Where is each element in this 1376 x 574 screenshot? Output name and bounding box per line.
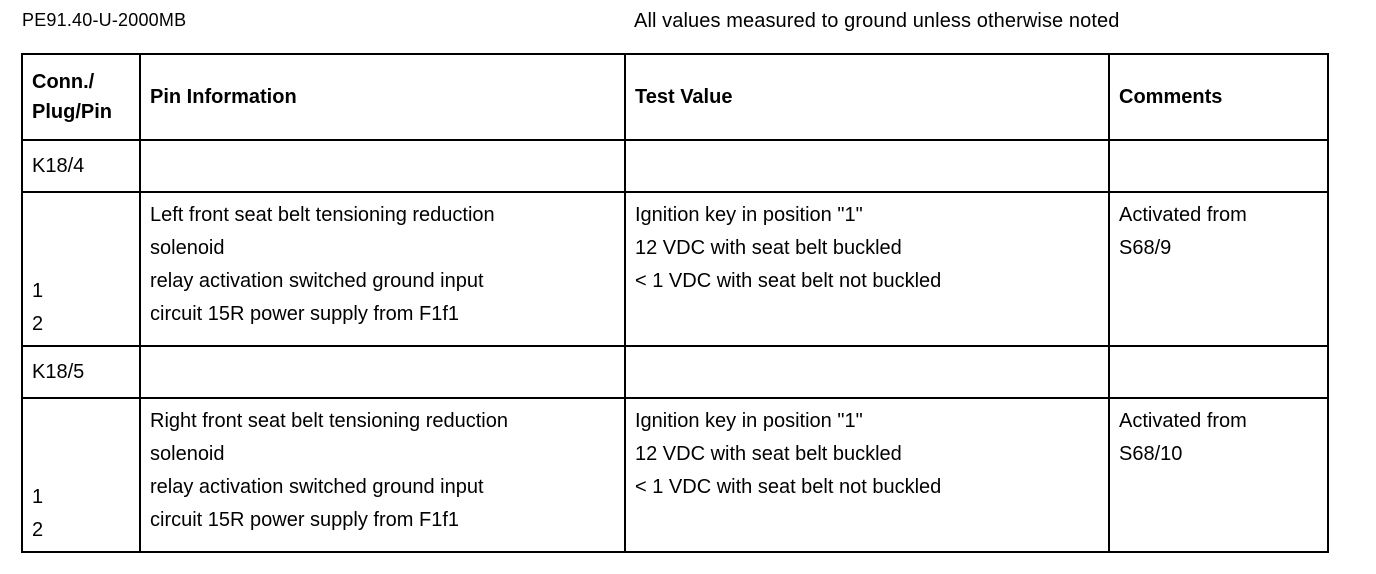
test-value-line: < 1 VDC with seat belt not buckled	[635, 270, 942, 292]
pin-numbers-cell	[22, 192, 140, 346]
table-header-row	[22, 54, 1328, 140]
pin-test-table	[21, 53, 1329, 553]
document-code: PE91.40-U-2000MB	[22, 10, 187, 30]
pin-info-line: relay activation switched ground input	[150, 476, 484, 498]
component-row	[22, 140, 1328, 192]
empty-cell	[140, 140, 625, 192]
pin-info-line: solenoid	[150, 443, 225, 465]
comment-line: Activated from	[1119, 204, 1247, 226]
measurement-note: All values measured to ground unless otherwise noted	[634, 10, 1120, 32]
column-header-pin-info: Pin Information	[140, 54, 625, 140]
test-value-line: 12 VDC with seat belt buckled	[635, 443, 902, 465]
pin-detail-row	[22, 398, 1328, 552]
pin-number: 2	[32, 519, 44, 541]
pin-info-line: solenoid	[150, 237, 225, 259]
component-label: K18/4	[22, 140, 140, 192]
comment-line: S68/10	[1119, 443, 1183, 465]
pin-info-line: Right front seat belt tensioning reduction	[150, 410, 508, 432]
column-header-conn-line2: Plug/Pin	[32, 101, 112, 123]
column-header-conn-line1: Conn./	[32, 71, 95, 93]
pin-numbers-cell	[22, 398, 140, 552]
pin-info-line: relay activation switched ground input	[150, 270, 484, 292]
empty-cell	[1109, 140, 1328, 192]
comment-line: Activated from	[1119, 410, 1247, 432]
pin-info-line: circuit 15R power supply from F1f1	[150, 303, 460, 325]
empty-cell	[625, 140, 1109, 192]
comments-cell	[1109, 192, 1328, 346]
column-header-test-value: Test Value	[625, 54, 1109, 140]
pin-info-cell	[140, 398, 625, 552]
pin-number: 1	[32, 486, 44, 508]
pin-number: 1	[32, 280, 44, 302]
pin-info-line: circuit 15R power supply from F1f1	[150, 509, 460, 531]
comment-line: S68/9	[1119, 237, 1172, 259]
test-value-cell	[625, 192, 1109, 346]
empty-cell	[140, 346, 625, 398]
test-value-line: Ignition key in position "1"	[635, 410, 863, 432]
test-value-cell	[625, 398, 1109, 552]
test-value-line: < 1 VDC with seat belt not buckled	[635, 476, 942, 498]
component-label: K18/5	[22, 346, 140, 398]
pin-detail-row	[22, 192, 1328, 346]
test-value-line: Ignition key in position "1"	[635, 204, 863, 226]
column-header-conn	[22, 54, 140, 140]
component-row	[22, 346, 1328, 398]
pin-info-line: Left front seat belt tensioning reduction	[150, 204, 495, 226]
column-header-comments: Comments	[1109, 54, 1328, 140]
comments-cell	[1109, 398, 1328, 552]
pin-info-cell	[140, 192, 625, 346]
test-value-line: 12 VDC with seat belt buckled	[635, 237, 902, 259]
empty-cell	[625, 346, 1109, 398]
pin-number: 2	[32, 313, 44, 335]
empty-cell	[1109, 346, 1328, 398]
